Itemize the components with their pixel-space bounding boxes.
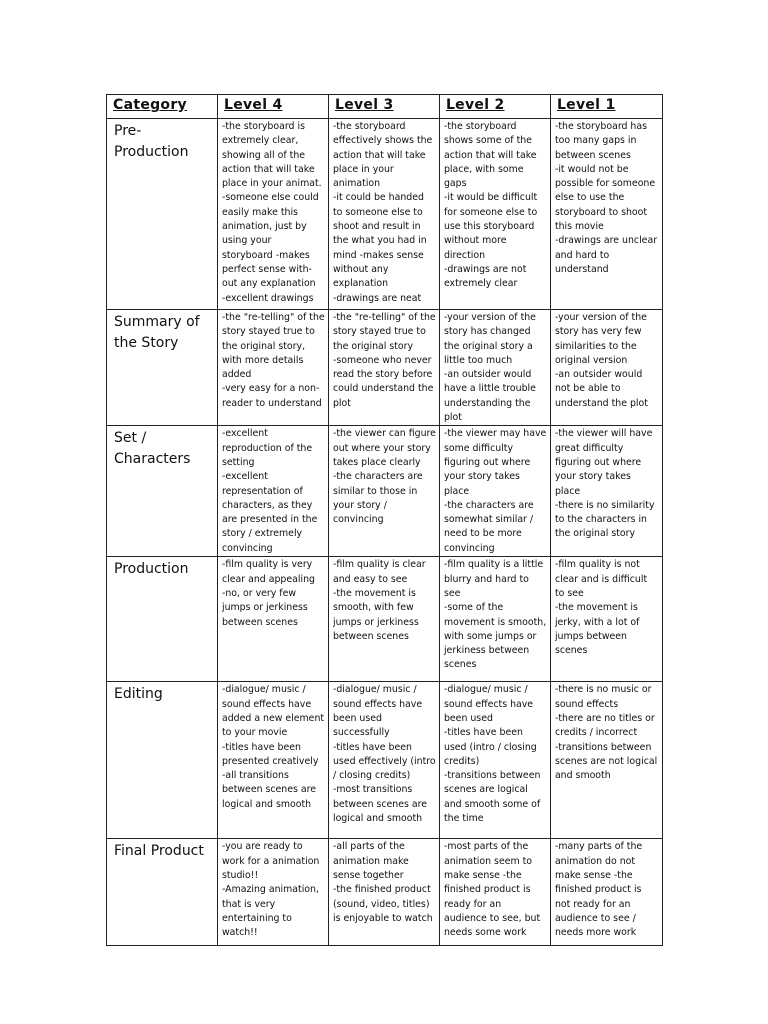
header-level-4: Level 4 [217,95,328,119]
category-pre-production: Pre- Production [107,119,218,310]
cell-level-2: -film quality is a little blurry and hard to see -some of the movement is smooth, with some jumps or jerkiness between scenes [439,557,550,682]
category-set-characters: Set / Characters [107,426,218,557]
header-level-1: Level 1 [550,95,662,119]
cell-level-4: -you are ready to work for a animation studio!! -Amazing animation, that is very entertaining to watch!! [217,839,328,946]
cell-level-1: -the viewer will have great difficulty figuring out where your story takes place -there is no similarity to the characters in the original story [550,426,662,557]
cell-level-1: -film quality is not clear and is difficult to see -the movement is jerky, with a lot of jumps between scenes [550,557,662,682]
table-row [107,119,663,310]
category-production: Production [107,557,218,682]
table-row [107,839,663,946]
cell-level-3: -the "re-telling" of the story stayed true to the original story -someone who never read the story before could understand the plot [328,310,439,426]
cell-level-2: -the viewer may have some difficulty figuring out where your story takes place -the characters are somewhat similar / need to be more convincing [439,426,550,557]
header-level-2: Level 2 [439,95,550,119]
category-final-product: Final Product [107,839,218,946]
cell-level-1: -there is no music or sound effects -there are no titles or credits / incorrect -transitions between scenes are not logical and smooth [550,682,662,839]
cell-level-3: -the viewer can figure out where your story takes place clearly -the characters are similar to those in your story / convincing [328,426,439,557]
header-level-3: Level 3 [328,95,439,119]
cell-level-4: -the "re-telling" of the story stayed true to the original story, with more details added -very easy for a non-reader to understand [217,310,328,426]
cell-level-1: -your version of the story has very few similarities to the original version -an outsider would not be able to understand the plot [550,310,662,426]
cell-level-2: -dialogue/ music / sound effects have been used -titles have been used (intro / closing credits) -transitions between scenes are logical and smooth some of the time [439,682,550,839]
cell-level-2: -most parts of the animation seem to make sense -the finished product is ready for an audience to see, but needs some work [439,839,550,946]
table-row [107,426,663,557]
cell-level-2: -the storyboard shows some of the action that will take place, with some gaps -it would be difficult for someone else to use this storyboard without more direction -drawings are not extremely clear [439,119,550,310]
cell-level-1: -the storyboard has too many gaps in between scenes -it would not be possible for someone else to use the storyboard to shoot this movie -drawings are unclear and hard to understand [550,119,662,310]
header-category: Category [107,95,218,119]
cell-level-3: -all parts of the animation make sense together -the finished product (sound, video, titles) is enjoyable to watch [328,839,439,946]
table-row [107,682,663,839]
cell-level-4: -dialogue/ music / sound effects have added a new element to your movie -titles have been presented creatively -all transitions between scenes are logical and smooth [217,682,328,839]
category-summary-of-the-story: Summary of the Story [107,310,218,426]
cell-level-3: -dialogue/ music / sound effects have been used successfully -titles have been used effectively (intro / closing credits) -most transitions between scenes are logical and smooth [328,682,439,839]
cell-level-3: -the storyboard effectively shows the action that will take place in your animation -it could be handed to someone else to shoot and result in the what you had in mind -makes sense without any explanation -drawings are neat [328,119,439,310]
header-row [107,95,663,119]
cell-level-4: -the storyboard is extremely clear, showing all of the action that will take place in your animat. -someone else could easily make this animation, just by using your storyboard -makes perfect sense with-out any explanation -excellent drawings [217,119,328,310]
rubric-table [106,94,663,946]
cell-level-1: -many parts of the animation do not make sense -the finished product is not ready for an audience to see / needs more work [550,839,662,946]
table-row [107,310,663,426]
cell-level-3: -film quality is clear and easy to see -the movement is smooth, with few jumps or jerkiness between scenes [328,557,439,682]
cell-level-4: -excellent reproduction of the setting -excellent representation of characters, as they are presented in the story / extremely convincing [217,426,328,557]
category-editing: Editing [107,682,218,839]
cell-level-2: -your version of the story has changed the original story a little too much -an outsider would have a little trouble understanding the plot [439,310,550,426]
table-row [107,557,663,682]
cell-level-4: -film quality is very clear and appealing -no, or very few jumps or jerkiness between scenes [217,557,328,682]
